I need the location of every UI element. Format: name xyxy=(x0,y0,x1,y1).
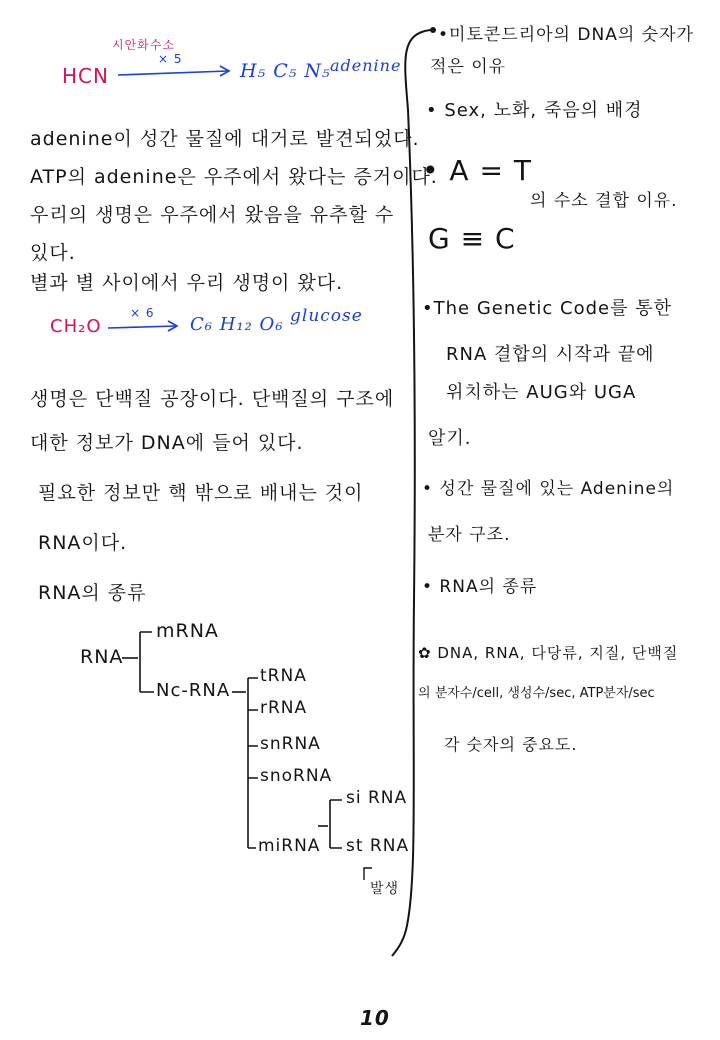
para1-line: ATP의 adenine은 우주에서 왔다는 증거이다. xyxy=(30,166,438,188)
reactant-hcn: HCN xyxy=(62,64,109,88)
right-item-line: • RNA의 종류 xyxy=(422,577,538,597)
tree-sirna: si RNA xyxy=(346,788,408,808)
multiplier-label: × 5 xyxy=(158,52,183,66)
right-item-line: 의 분자수/cell, 생성수/sec, ATP분자/sec xyxy=(418,686,655,701)
para2-line: 생명은 단백질 공장이다. 단백질의 구조에 xyxy=(30,388,395,410)
glucose-name: glucose xyxy=(290,306,363,326)
right-item-line: •The Genetic Code를 통한 xyxy=(422,298,672,319)
para1-line: adenine이 성간 물질에 대거로 발견되었다. xyxy=(30,128,420,150)
para2-line: 필요한 정보만 핵 밖으로 배내는 것이 xyxy=(38,482,364,504)
tree-mirna: miRNA xyxy=(258,836,321,856)
para1-line: 별과 별 사이에서 우리 생명이 왔다. xyxy=(30,272,344,294)
page-number: 10 xyxy=(360,1006,390,1030)
catalyst-label: 시안화수소 xyxy=(112,38,175,52)
right-item-line: 위치하는 AUG와 UGA xyxy=(446,382,637,403)
reactant-ch2o: CH₂O xyxy=(50,316,102,337)
product-glucose-formula: C₆ H₁₂ O₆ xyxy=(190,314,284,335)
right-item-line: 적은 이유 xyxy=(430,57,507,77)
right-item-line: • A = T xyxy=(422,154,532,187)
product-adenine-formula: H₅ C₅ N₅ xyxy=(240,60,331,82)
adenine-name: adenine xyxy=(330,56,402,75)
tree-note: 발생 xyxy=(370,881,400,897)
right-item-line: ✿ DNA, RNA, 다당류, 지질, 단백질 xyxy=(418,644,679,662)
tree-snrna: snRNA xyxy=(260,734,321,754)
right-item-line: 의 수소 결합 이유. xyxy=(530,191,678,211)
tree-mrna: mRNA xyxy=(156,620,219,642)
tree-strna: st RNA xyxy=(346,836,410,856)
right-item-line: •미토콘드리아의 DNA의 숫자가 xyxy=(438,25,694,45)
para2-line: 대한 정보가 DNA에 들어 있다. xyxy=(30,432,304,454)
tree-rrna: rRNA xyxy=(260,698,308,718)
right-item-line: • Sex, 노화, 죽음의 배경 xyxy=(426,100,643,121)
rna-types-heading: RNA의 종류 xyxy=(38,582,147,604)
right-item-line: • 성간 물질에 있는 Adenine의 xyxy=(422,479,675,499)
tree-root: RNA xyxy=(80,646,124,668)
right-item-line: 각 숫자의 중요도. xyxy=(444,735,578,754)
para1-line: 있다. xyxy=(30,242,76,264)
tree-ncrna: Nc-RNA xyxy=(156,680,231,701)
multiplier-label-2: × 6 xyxy=(130,306,155,320)
right-item-line: RNA 결합의 시작과 끝에 xyxy=(446,344,655,365)
tree-trna: tRNA xyxy=(260,666,307,686)
para2-line: RNA이다. xyxy=(38,532,128,554)
para1-line: 우리의 생명은 우주에서 왔음을 유추할 수 xyxy=(30,204,395,226)
tree-snorna: snoRNA xyxy=(260,766,333,786)
right-item-line: 알기. xyxy=(428,428,472,449)
right-item-line: 분자 구조. xyxy=(428,525,511,545)
right-item-line: G ≡ C xyxy=(428,222,516,255)
